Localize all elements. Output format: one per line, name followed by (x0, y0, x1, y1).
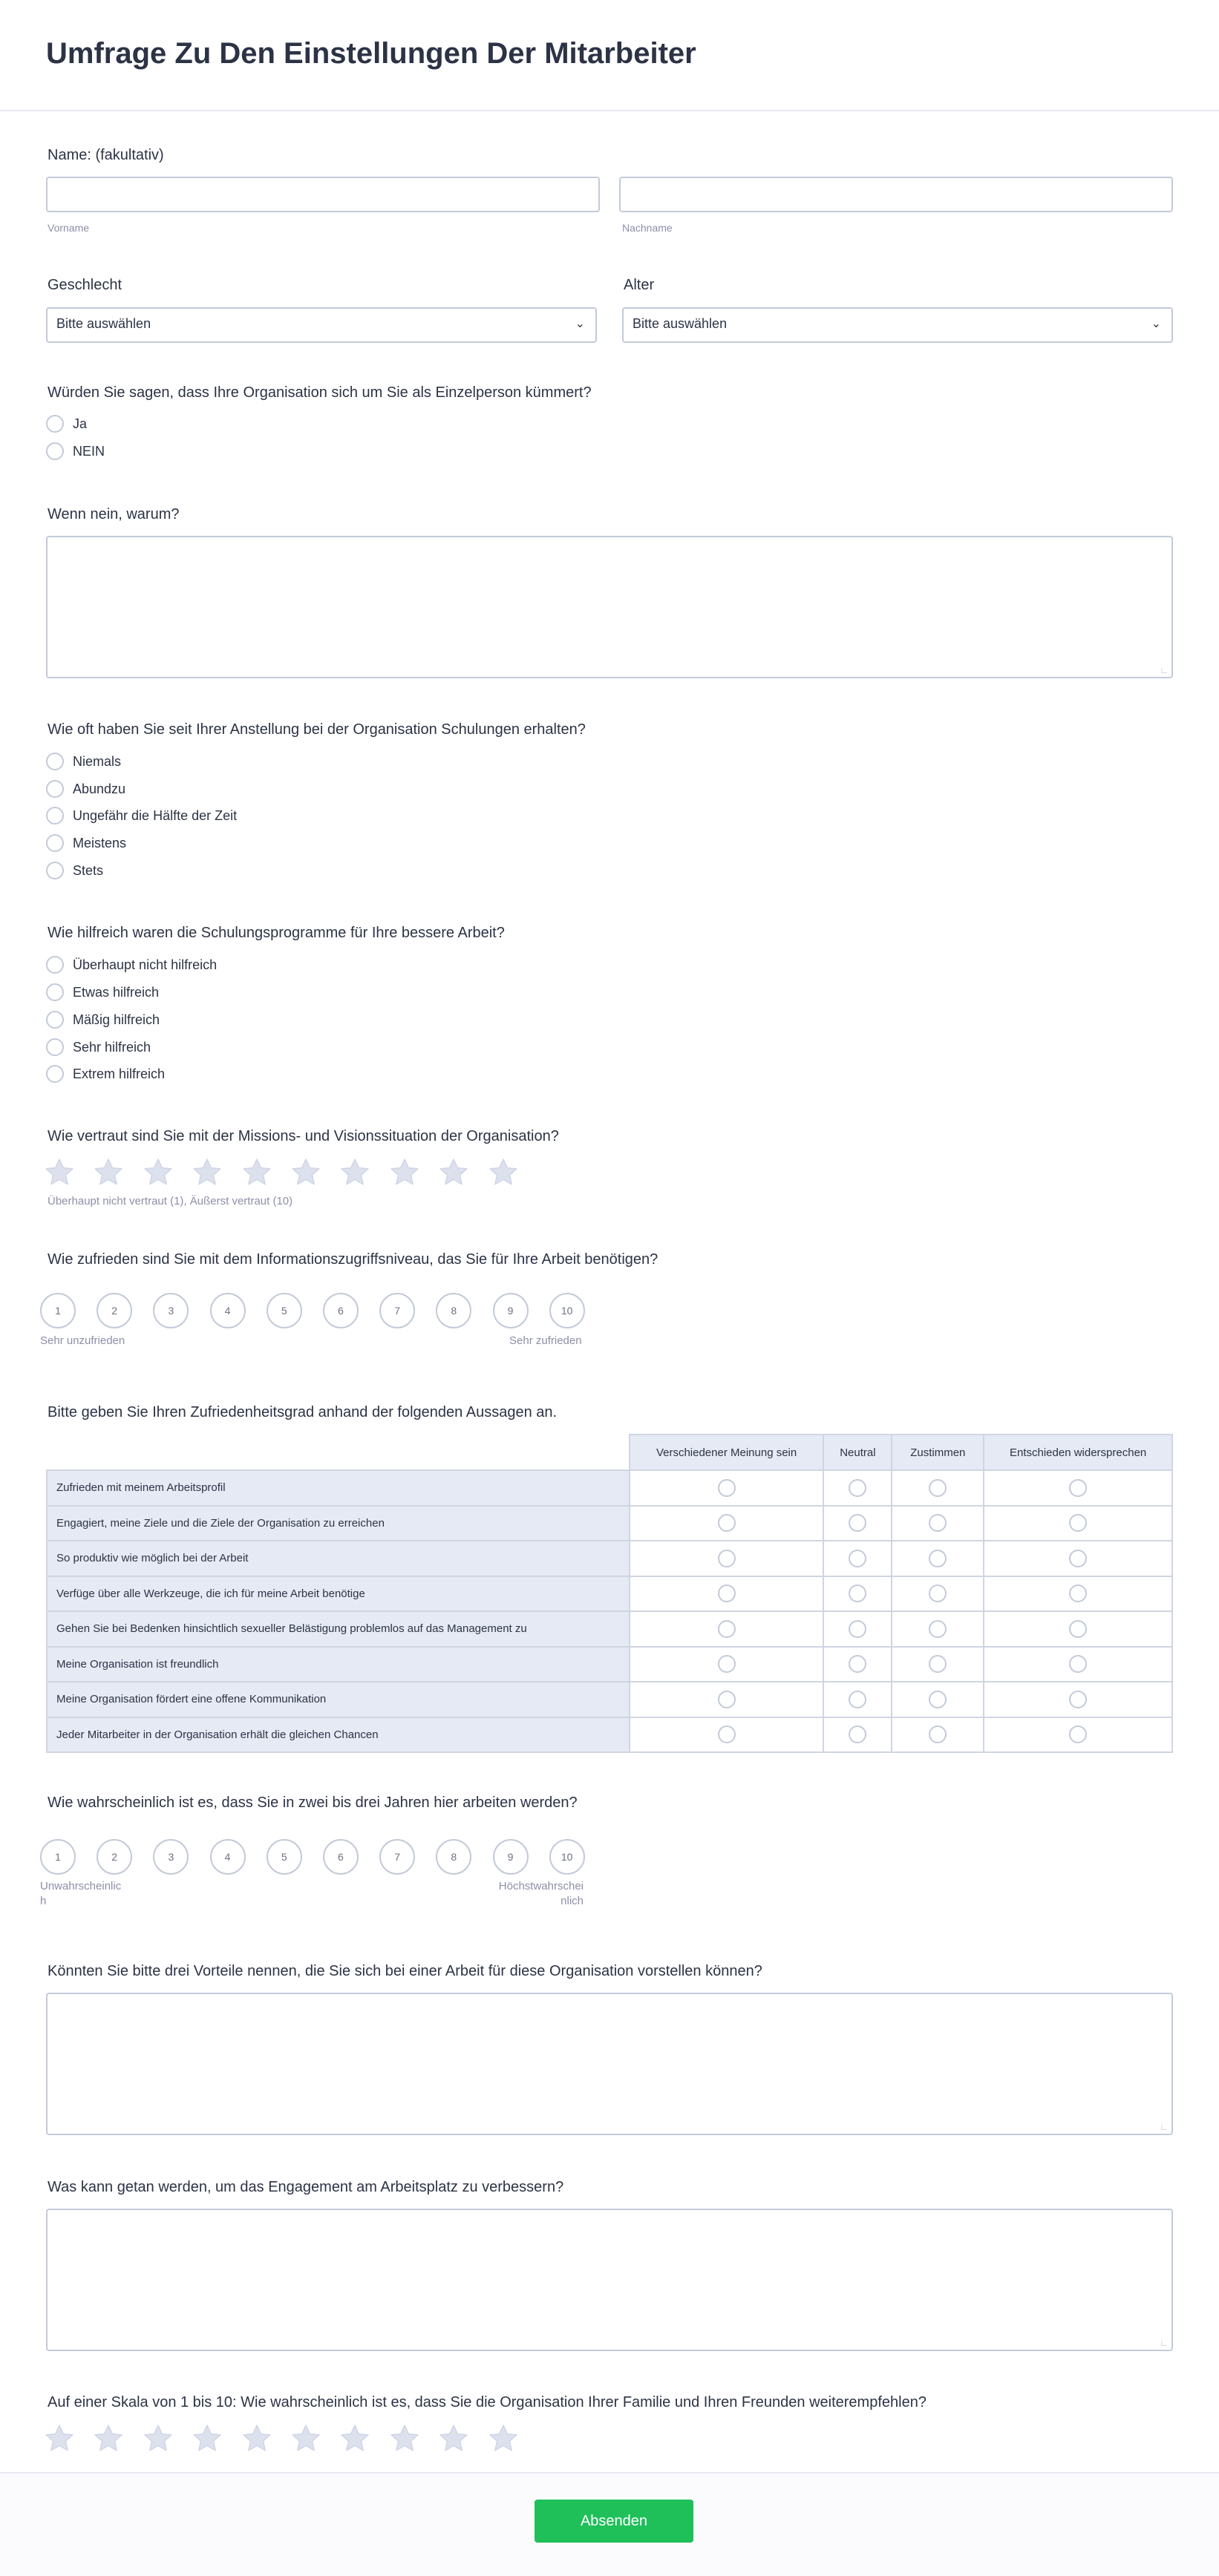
radio-button[interactable] (718, 1550, 736, 1567)
scale-option-button[interactable]: 4 (210, 1839, 246, 1875)
benefits-textarea[interactable] (46, 1993, 1173, 2135)
radio-button[interactable] (718, 1479, 736, 1497)
scale-option-button[interactable]: 4 (210, 1293, 246, 1328)
matrix-row (47, 1611, 1172, 1647)
stay-high-label: Höchstwahrschei nlich (498, 1880, 584, 1907)
star-icon[interactable] (92, 1156, 125, 1189)
submit-button[interactable]: Absenden (535, 2500, 693, 2543)
radio-button[interactable] (46, 1011, 64, 1029)
form-footer (0, 2472, 1219, 2576)
radio-button[interactable] (1069, 1550, 1087, 1567)
scale-option-button[interactable]: 7 (379, 1839, 415, 1875)
radio-button[interactable] (718, 1514, 736, 1532)
matrix-column-header: Zustimmen (892, 1435, 984, 1470)
matrix-row (47, 1506, 1172, 1541)
why-question-label: Wenn nein, warum? (48, 506, 180, 522)
matrix-row-label: Jeder Mitarbeiter in der Organisation erhält die gleichen Chancen (47, 1717, 630, 1753)
age-select-value: Bitte auswählen (633, 316, 728, 331)
radio-button[interactable] (46, 1065, 64, 1083)
star-icon[interactable] (487, 1156, 520, 1189)
recommend-star-rating[interactable] (43, 2422, 536, 2455)
info-question-label: Wie zufrieden sind Sie mit dem Informationszugriffsniveau, das Sie für Ihre Arbeit benötigen? (48, 1251, 658, 1268)
radio-button[interactable] (929, 1725, 947, 1743)
training-option[interactable]: Niemals (46, 750, 121, 773)
radio-button[interactable] (849, 1725, 866, 1743)
helpful-option[interactable]: Sehr hilfreich (46, 1036, 151, 1058)
star-icon[interactable] (437, 1156, 470, 1189)
scale-option-button[interactable]: 2 (97, 1293, 132, 1328)
radio-button[interactable] (929, 1479, 947, 1497)
helpful-option[interactable]: Mäßig hilfreich (46, 1009, 160, 1031)
matrix-row (47, 1541, 1172, 1576)
gender-label: Geschlecht (48, 277, 122, 293)
star-icon[interactable] (241, 1156, 273, 1189)
matrix-row-label: Zufrieden mit meinem Arbeitsprofil (47, 1470, 630, 1506)
satisfaction-matrix (46, 1434, 1173, 1753)
star-icon[interactable] (339, 1156, 371, 1189)
radio-button[interactable] (849, 1691, 866, 1708)
radio-button[interactable] (46, 834, 64, 852)
radio-button[interactable] (46, 753, 64, 770)
gender-select-value: Bitte auswählen (56, 316, 151, 331)
mission-hint: Überhaupt nicht vertraut (1), Äußerst vertraut (10) (48, 1195, 293, 1207)
star-icon[interactable] (43, 2422, 76, 2455)
radio-button[interactable] (849, 1479, 866, 1497)
scale-option-button[interactable]: 7 (379, 1293, 415, 1328)
resize-handle-icon[interactable]: ∟ (1160, 665, 1169, 675)
radio-button[interactable] (929, 1620, 947, 1638)
star-icon[interactable] (388, 1156, 421, 1189)
radio-button[interactable] (929, 1691, 947, 1708)
stay-low-label: Unwahrscheinlic h (40, 1880, 122, 1907)
radio-button[interactable] (849, 1550, 866, 1567)
radio-button[interactable] (46, 862, 64, 879)
training-option[interactable]: Stets (46, 859, 103, 882)
training-option[interactable]: Meistens (46, 832, 126, 854)
matrix-question-label: Bitte geben Sie Ihren Zufriedenheitsgrad anhand der folgenden Aussagen an. (48, 1404, 558, 1420)
last-name-sublabel: Nachname (622, 222, 673, 234)
radio-button[interactable] (1069, 1514, 1087, 1532)
star-icon[interactable] (241, 2422, 273, 2455)
info-low-label: Sehr unzufrieden (40, 1334, 125, 1347)
first-name-input[interactable] (46, 177, 600, 212)
why-textarea[interactable] (46, 536, 1173, 678)
helpful-question-label: Wie hilfreich waren die Schulungsprogramme für Ihre bessere Arbeit? (48, 925, 505, 941)
matrix-corner (47, 1435, 630, 1470)
scale-option-button[interactable]: 8 (436, 1293, 471, 1328)
scale-option-button[interactable]: 9 (493, 1839, 529, 1875)
star-icon[interactable] (191, 2422, 223, 2455)
scale-option-button[interactable]: 6 (323, 1839, 359, 1875)
resize-handle-icon[interactable]: ∟ (1160, 2338, 1169, 2348)
scale-option-button[interactable]: 9 (493, 1293, 529, 1328)
radio-button[interactable] (46, 780, 64, 798)
matrix-row (47, 1576, 1172, 1612)
scale-option-button[interactable]: 8 (436, 1839, 471, 1875)
recommend-question-label: Auf einer Skala von 1 bis 10: Wie wahrscheinlich ist es, dass Sie die Organisation Ihrer Familie und Ihren Freunden weiterempfehlen? (48, 2394, 926, 2411)
matrix-row (47, 1717, 1172, 1753)
radio-button[interactable] (46, 1038, 64, 1056)
star-icon[interactable] (43, 1156, 76, 1189)
stay-question-label: Wie wahrscheinlich ist es, dass Sie in zwei bis drei Jahren hier arbeiten werden? (48, 1795, 578, 1811)
care-question-label: Würden Sie sagen, dass Ihre Organisation sich um Sie als Einzelperson kümmert? (48, 384, 592, 401)
matrix-row-label: Verfüge über alle Werkzeuge, die ich für meine Arbeit benötige (47, 1576, 630, 1612)
radio-button[interactable] (849, 1514, 866, 1532)
star-icon[interactable] (290, 2422, 322, 2455)
name-label: Name: (fakultativ) (48, 147, 164, 163)
training-question-label: Wie oft haben Sie seit Ihrer Anstellung bei der Organisation Schulungen erhalten? (48, 721, 586, 738)
matrix-row (47, 1682, 1172, 1717)
info-scale[interactable] (40, 1293, 606, 1328)
radio-button[interactable] (718, 1584, 736, 1602)
radio-button[interactable] (718, 1725, 736, 1743)
training-option[interactable]: Abundzu (46, 778, 125, 800)
radio-button[interactable] (849, 1655, 866, 1673)
scale-option-button[interactable]: 10 (549, 1293, 585, 1328)
chevron-down-icon: ⌄ (1151, 318, 1161, 330)
chevron-down-icon: ⌄ (575, 318, 585, 330)
star-icon[interactable] (437, 2422, 470, 2455)
radio-button[interactable] (1069, 1655, 1087, 1673)
mission-star-rating[interactable] (43, 1156, 536, 1189)
star-icon[interactable] (92, 2422, 125, 2455)
age-label: Alter (624, 277, 655, 293)
matrix-row-label: Gehen Sie bei Bedenken hinsichtlich sexueller Belästigung problemlos auf das Management zu (47, 1611, 630, 1647)
star-icon[interactable] (388, 2422, 421, 2455)
scale-option-button[interactable]: 10 (549, 1839, 585, 1875)
helpful-option[interactable]: Etwas hilfreich (46, 981, 159, 1003)
form-title: Umfrage Zu Den Einstellungen Der Mitarbeiter (46, 37, 696, 70)
scale-option-button[interactable]: 6 (323, 1293, 359, 1328)
care-option-yes[interactable]: Ja (46, 413, 87, 435)
scale-option-button[interactable]: 3 (153, 1293, 189, 1328)
radio-button[interactable] (718, 1691, 736, 1708)
radio-button[interactable] (849, 1620, 866, 1638)
radio-button[interactable] (46, 807, 64, 825)
star-icon[interactable] (142, 1156, 174, 1189)
matrix-row-label: So produktiv wie möglich bei der Arbeit (47, 1541, 630, 1576)
age-select[interactable] (622, 307, 1173, 343)
info-high-label: Sehr zufrieden (509, 1334, 582, 1347)
radio-button[interactable] (46, 415, 64, 433)
radio-button[interactable] (1069, 1691, 1087, 1708)
matrix-row-label: Meine Organisation ist freundlich (47, 1647, 630, 1682)
matrix-row-label: Meine Organisation fördert eine offene Kommunikation (47, 1682, 630, 1717)
star-icon[interactable] (487, 2422, 520, 2455)
engagement-textarea[interactable] (46, 2209, 1173, 2351)
radio-button[interactable] (46, 442, 64, 460)
matrix-row (47, 1470, 1172, 1506)
matrix-row (47, 1647, 1172, 1682)
engagement-question-label: Was kann getan werden, um das Engagement am Arbeitsplatz zu verbessern? (48, 2179, 564, 2195)
scale-option-button[interactable]: 2 (97, 1839, 132, 1875)
radio-button[interactable] (46, 956, 64, 974)
matrix-column-header: Verschiedener Meinung sein (630, 1435, 824, 1470)
radio-button[interactable] (849, 1584, 866, 1602)
radio-button[interactable] (718, 1655, 736, 1673)
scale-option-button[interactable]: 1 (40, 1293, 76, 1328)
star-icon[interactable] (339, 2422, 371, 2455)
radio-button[interactable] (1069, 1620, 1087, 1638)
radio-button[interactable] (929, 1550, 947, 1567)
radio-button[interactable] (929, 1655, 947, 1673)
helpful-option[interactable]: Überhaupt nicht hilfreich (46, 954, 217, 976)
resize-handle-icon[interactable]: ∟ (1160, 2122, 1169, 2132)
matrix-row-label: Engagiert, meine Ziele und die Ziele der Organisation zu erreichen (47, 1506, 630, 1541)
last-name-input[interactable] (619, 177, 1173, 212)
radio-button[interactable] (1069, 1725, 1087, 1743)
radio-button[interactable] (929, 1514, 947, 1532)
matrix-column-header: Entschieden widersprechen (984, 1435, 1172, 1470)
star-icon[interactable] (290, 1156, 322, 1189)
scale-option-button[interactable]: 1 (40, 1839, 76, 1875)
radio-button[interactable] (718, 1620, 736, 1638)
form-header (0, 0, 1219, 111)
training-option[interactable]: Ungefähr die Hälfte der Zeit (46, 804, 237, 827)
star-icon[interactable] (191, 1156, 223, 1189)
radio-button[interactable] (1069, 1584, 1087, 1602)
mission-question-label: Wie vertraut sind Sie mit der Missions- und Visionssituation der Organisation? (48, 1128, 559, 1144)
first-name-sublabel: Vorname (48, 222, 90, 234)
matrix-column-header: Neutral (823, 1435, 892, 1470)
radio-button[interactable] (929, 1584, 947, 1602)
scale-option-button[interactable]: 5 (267, 1293, 302, 1328)
gender-select[interactable] (46, 307, 597, 343)
benefits-question-label: Könnten Sie bitte drei Vorteile nennen, die Sie sich bei einer Arbeit für diese Organisation vorstellen können? (48, 1963, 762, 1979)
star-icon[interactable] (142, 2422, 174, 2455)
scale-option-button[interactable]: 5 (267, 1839, 302, 1875)
care-option-no[interactable]: NEIN (46, 440, 105, 462)
helpful-option[interactable]: Extrem hilfreich (46, 1063, 165, 1085)
radio-button[interactable] (46, 983, 64, 1001)
radio-button[interactable] (1069, 1479, 1087, 1497)
scale-option-button[interactable]: 3 (153, 1839, 189, 1875)
stay-scale[interactable] (40, 1839, 606, 1875)
